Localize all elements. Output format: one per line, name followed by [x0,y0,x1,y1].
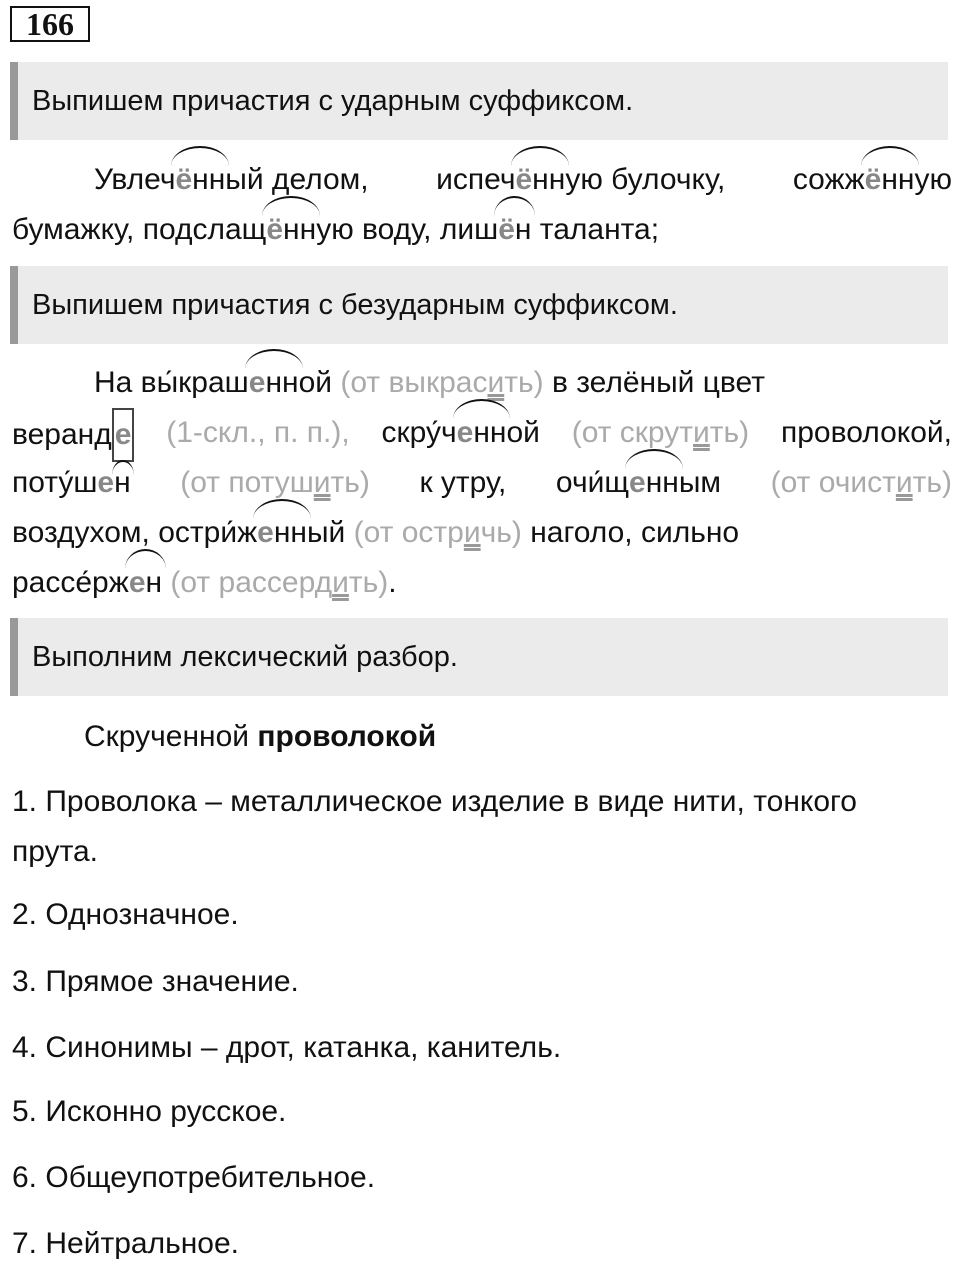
word: лишён [440,213,532,246]
paragraph-line: поту́шен (от потушить) к утру, очи́щенным (от очистить) [12,458,952,508]
section-heading-stressed: Выпишем причастия с ударным суффиксом. [10,62,948,140]
list-item: 7. Нейтральное. [12,1227,239,1260]
analysed-word: проволокой [257,720,437,753]
exercise-number: 166 [10,6,90,42]
paragraph-line: На вы́крашенной (от выкрасить) в зелёный цвет [12,358,952,408]
word: испечённую булочку, [436,155,725,205]
word: сожжённую [793,155,952,205]
list-item: 4. Синонимы – дрот, катанка, канитель. [12,1031,562,1064]
list-item: 5. Исконно русское. [12,1095,287,1128]
word: Увлечённый делом, [94,155,369,205]
paragraph-line: веранд е (1-скл., п. п.), скру́ченной (от скрутить) проволокой, [12,408,952,458]
list-item: 3. Прямое значение. [12,965,299,998]
section-heading-lexical: Выполним лексический разбор. [10,618,948,696]
stressed-participles-paragraph [12,155,952,255]
paragraph-line: рассе́ржен (от рассердить). [12,558,952,608]
paragraph-line [12,155,952,205]
list-item: прута. [12,835,99,868]
word: подслащённую воду, [143,213,432,246]
unstressed-participles-paragraph [12,358,952,608]
paragraph-line: бумажку, подслащённую воду, лишён таланта; [12,205,952,255]
lexical-phrase: Скрученной проволокой [84,720,437,753]
list-item: 1. Проволока – металлическое изделие в виде нити, тонкого [12,785,857,818]
list-item: 2. Однозначное. [12,898,239,931]
section-heading-unstressed: Выпишем причастия с безударным суффиксом. [10,266,948,344]
paragraph-line: воздухом, остри́женный (от остричь) наголо, сильно [12,508,952,558]
list-item: 6. Общеупотребительное. [12,1161,376,1194]
